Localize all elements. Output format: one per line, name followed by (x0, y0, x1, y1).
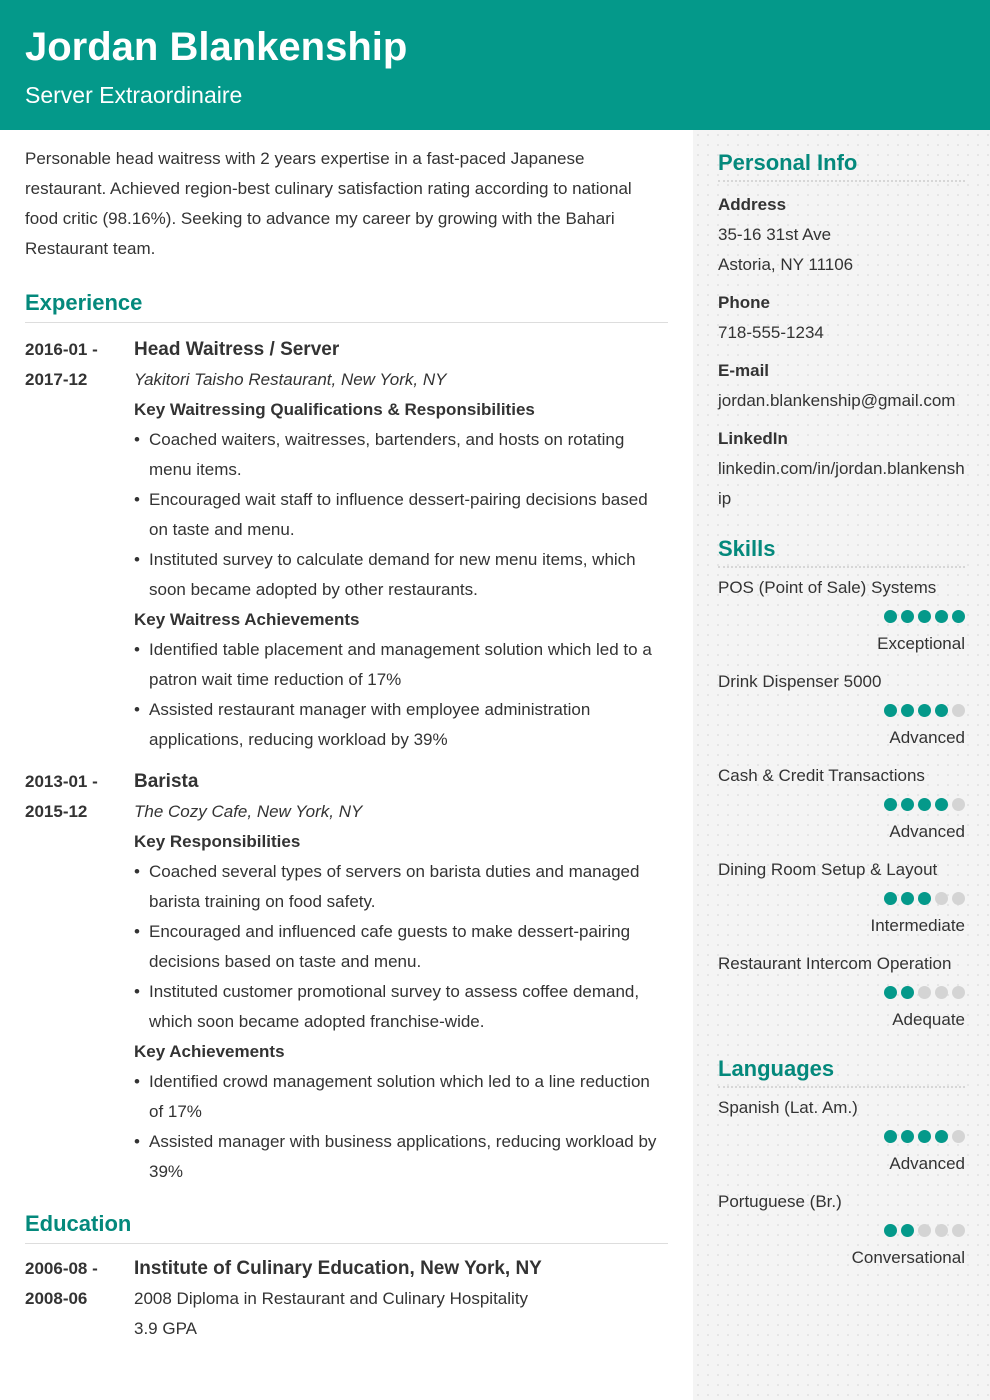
item-level: Advanced (889, 728, 965, 747)
linkedin-label: LinkedIn (718, 429, 788, 448)
rating-dot-filled-icon (935, 798, 948, 811)
group-heading: Key Responsibilities (134, 832, 301, 851)
item-name: Dining Room Setup & Layout (718, 860, 938, 879)
rating-dot-empty-icon (918, 1224, 931, 1237)
rating-dot-empty-icon (935, 1224, 948, 1237)
job-title: Head Waitress / Server (134, 339, 340, 360)
bullet-item: • Identified crowd management solution which led to a line reduction of 17% (134, 1067, 668, 1127)
resume-header (0, 0, 990, 130)
rating-dots (718, 602, 965, 630)
rating-dot-filled-icon (918, 704, 931, 717)
bullet-item: • Assisted restaurant manager with employee administration applications, reducing workload by 39% (134, 695, 668, 755)
rated-item (718, 762, 965, 846)
item-level: Intermediate (870, 916, 965, 935)
date-start: 2006-08 - (25, 1259, 98, 1278)
summary: Personable head waitress with 2 years expertise in a fast-paced Japanese restaurant. Achieved region-best culinary satisfaction rating according to national food critic (98.16%). Seeking to advance my career by growing with the Bahari Restaurant team. (25, 149, 632, 258)
rated-item (718, 950, 965, 1034)
bullet-item: • Coached several types of servers on barista duties and managed barista training on food safety. (134, 857, 668, 917)
candidate-name: Jordan Blankenship (25, 25, 408, 69)
section-divider (718, 180, 965, 182)
item-level: Adequate (892, 1010, 965, 1029)
personal-info-section (718, 148, 965, 514)
item-name: Drink Dispenser 5000 (718, 672, 882, 691)
rating-dot-filled-icon (935, 1130, 948, 1143)
rating-dot-filled-icon (901, 798, 914, 811)
rating-dot-filled-icon (884, 610, 897, 623)
bullet-item: • Instituted survey to calculate demand for new menu items, which soon became adopted by other restaurants. (134, 545, 668, 605)
rating-dots (718, 978, 965, 1006)
rating-dot-filled-icon (935, 704, 948, 717)
rating-dot-empty-icon (918, 986, 931, 999)
section-title-personal-info: Personal Info (718, 150, 858, 175)
rating-dots (718, 696, 965, 724)
email-label: E-mail (718, 361, 770, 380)
job-entry (25, 335, 668, 755)
item-level: Conversational (851, 1248, 965, 1267)
address-line-2: Astoria, NY 11106 (718, 255, 854, 274)
bullet-list (134, 1067, 668, 1187)
item-name: Portuguese (Br.) (718, 1192, 842, 1211)
bullet-item: • Coached waiters, waitresses, bartenders, and hosts on rotating menu items. (134, 425, 668, 485)
rating-dot-filled-icon (901, 610, 914, 623)
item-name: Cash & Credit Transactions (718, 766, 925, 785)
sidebar (693, 130, 990, 1400)
address-label: Address (718, 195, 787, 214)
date-end: 2008-06 (25, 1289, 88, 1308)
bullet-list (134, 425, 668, 605)
bullet-list (134, 635, 668, 755)
email-value[interactable]: jordan.blankenship@gmail.com (718, 391, 956, 410)
rating-dot-filled-icon (952, 610, 965, 623)
address-line-1: 35-16 31st Ave (718, 225, 832, 244)
rating-dot-filled-icon (901, 892, 914, 905)
gpa: 3.9 GPA (134, 1319, 197, 1338)
bullet-list (134, 857, 668, 1037)
rating-dot-filled-icon (901, 704, 914, 717)
item-name: Spanish (Lat. Am.) (718, 1098, 858, 1117)
item-level: Exceptional (877, 634, 965, 653)
rating-dots (718, 1122, 965, 1150)
group-heading: Key Achievements (134, 1042, 285, 1061)
rated-item (718, 856, 965, 940)
phone-value: 718-555-1234 (718, 323, 824, 342)
languages-section (718, 1054, 965, 1272)
linkedin-value[interactable]: linkedin.com/in/jordan.blankenship (718, 459, 965, 508)
item-level: Advanced (889, 822, 965, 841)
rating-dot-filled-icon (884, 704, 897, 717)
rating-dot-empty-icon (952, 1224, 965, 1237)
rating-dot-filled-icon (901, 1130, 914, 1143)
section-divider (25, 322, 668, 323)
rating-dot-filled-icon (884, 1224, 897, 1237)
job-dates (25, 767, 134, 1187)
rating-dot-filled-icon (918, 892, 931, 905)
section-divider (718, 1086, 965, 1088)
rating-dots (718, 884, 965, 912)
date-start: 2016-01 - (25, 340, 98, 359)
rating-dots (718, 1216, 965, 1244)
rated-item (718, 1094, 965, 1178)
phone-label: Phone (718, 293, 770, 312)
date-end: 2017-12 (25, 370, 88, 389)
rating-dot-filled-icon (884, 798, 897, 811)
rating-dot-filled-icon (935, 610, 948, 623)
rating-dot-empty-icon (935, 892, 948, 905)
section-divider (718, 566, 965, 568)
group-heading: Key Waitressing Qualifications & Responsibilities (134, 400, 535, 419)
degree: 2008 Diploma in Restaurant and Culinary Hospitality (134, 1289, 529, 1308)
rating-dot-empty-icon (952, 1130, 965, 1143)
rating-dot-filled-icon (918, 1130, 931, 1143)
bullet-item: • Assisted manager with business applications, reducing workload by 39% (134, 1127, 668, 1187)
education-section (25, 1209, 668, 1344)
group-heading: Key Waitress Achievements (134, 610, 360, 629)
job-org: Yakitori Taisho Restaurant, New York, NY (134, 370, 447, 389)
item-name: POS (Point of Sale) Systems (718, 578, 937, 597)
job-org: The Cozy Cafe, New York, NY (134, 802, 363, 821)
rating-dot-filled-icon (901, 986, 914, 999)
section-divider (25, 1243, 668, 1244)
main-column (25, 144, 668, 1344)
rating-dot-empty-icon (952, 986, 965, 999)
education-dates (25, 1254, 134, 1344)
rating-dot-filled-icon (918, 610, 931, 623)
rating-dots (718, 790, 965, 818)
education-entry (25, 1254, 668, 1344)
section-title-skills: Skills (718, 536, 776, 561)
date-start: 2013-01 - (25, 772, 98, 791)
rating-dot-filled-icon (901, 1224, 914, 1237)
rating-dot-filled-icon (884, 892, 897, 905)
school-name: Institute of Culinary Education, New York, NY (134, 1258, 542, 1279)
job-entry (25, 767, 668, 1187)
rating-dot-filled-icon (884, 1130, 897, 1143)
job-dates (25, 335, 134, 755)
rating-dot-empty-icon (952, 798, 965, 811)
rating-dot-filled-icon (884, 986, 897, 999)
job-title: Barista (134, 771, 199, 792)
rating-dot-empty-icon (952, 892, 965, 905)
rated-item (718, 574, 965, 658)
section-title-education: Education (25, 1211, 132, 1236)
experience-section (25, 288, 668, 1187)
rating-dot-filled-icon (918, 798, 931, 811)
date-end: 2015-12 (25, 802, 88, 821)
bullet-item: • Identified table placement and management solution which led to a patron wait time reduction of 17% (134, 635, 668, 695)
bullet-item: • Instituted customer promotional survey to assess coffee demand, which soon became adopted franchise-wide. (134, 977, 668, 1037)
item-name: Restaurant Intercom Operation (718, 954, 952, 973)
candidate-role: Server Extraordinaire (25, 82, 243, 108)
rating-dot-empty-icon (952, 704, 965, 717)
section-title-experience: Experience (25, 290, 143, 315)
bullet-item: • Encouraged and influenced cafe guests to make dessert-pairing decisions based on taste and menu. (134, 917, 668, 977)
bullet-item: • Encouraged wait staff to influence dessert-pairing decisions based on taste and menu. (134, 485, 668, 545)
rating-dot-empty-icon (935, 986, 948, 999)
rated-item (718, 1188, 965, 1272)
item-level: Advanced (889, 1154, 965, 1173)
skills-section (718, 534, 965, 1034)
rated-item (718, 668, 965, 752)
section-title-languages: Languages (718, 1056, 835, 1081)
